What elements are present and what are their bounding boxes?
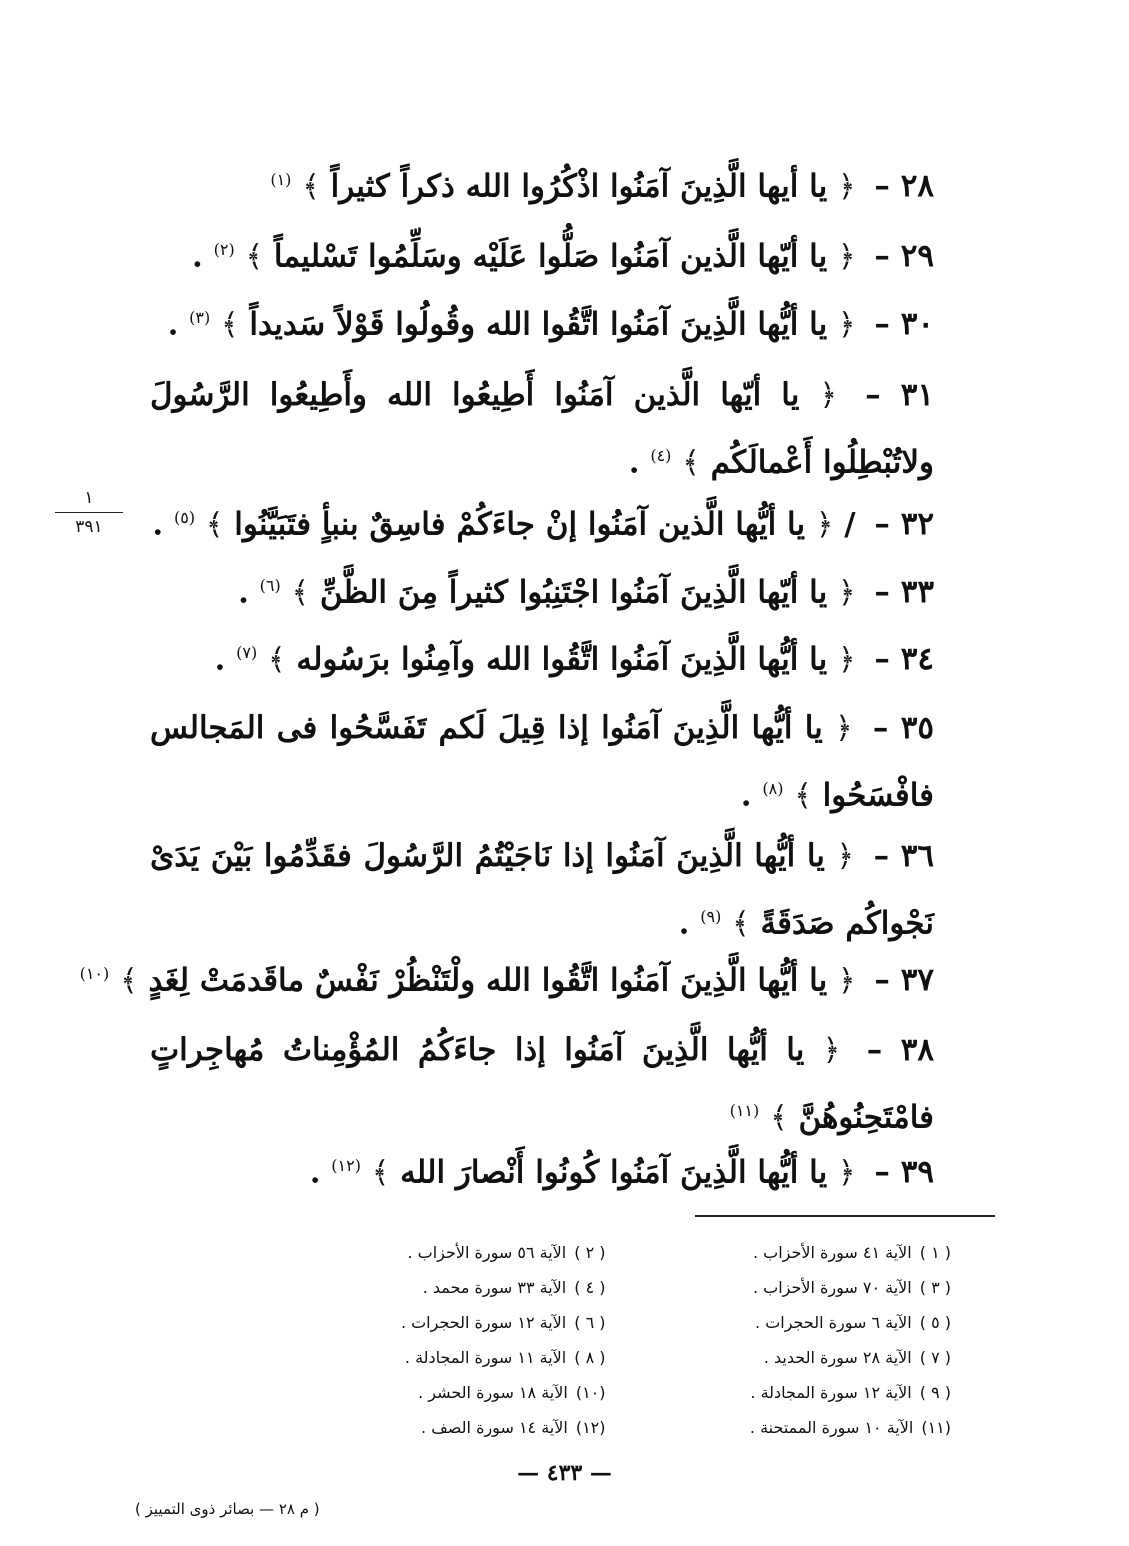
footnote-item bbox=[646, 1348, 952, 1383]
footnote-item bbox=[300, 1418, 606, 1453]
footnote-number: ( ٦ ) bbox=[574, 1313, 606, 1332]
ornate-bracket-open-icon: ﴿ bbox=[838, 963, 856, 999]
footnote-number: (١٠) bbox=[575, 1383, 606, 1402]
ornate-bracket-close-icon: ﴾ bbox=[770, 1100, 788, 1136]
verse-39 bbox=[310, 1146, 934, 1193]
margin-reference-top: ١ bbox=[55, 488, 123, 513]
verse-text: يا أيُّها الَّذِينَ آمَنُوا إذا قِيلَ لَكم تَفَسَّحُوا فى المَجالس فافْسَحُوا bbox=[150, 710, 934, 814]
footnotes bbox=[300, 1243, 951, 1453]
verse-number: ٢٩ – bbox=[874, 238, 934, 275]
verse-37 bbox=[80, 954, 934, 1001]
margin-page-reference bbox=[55, 488, 123, 537]
footnote-ref: (٢) bbox=[213, 240, 235, 259]
footnote-item bbox=[300, 1383, 606, 1418]
footnote-ref: (٧) bbox=[236, 643, 258, 662]
verse-36 bbox=[150, 826, 934, 954]
period-mark: . bbox=[167, 306, 179, 343]
footnote-text: الآية ١٤ سورة الصف . bbox=[421, 1418, 568, 1437]
verse-38 bbox=[150, 1020, 934, 1148]
footnote-ref: (٥) bbox=[173, 508, 196, 527]
period-mark: . bbox=[740, 777, 752, 814]
ornate-bracket-close-icon: ﴾ bbox=[291, 575, 310, 611]
ornate-bracket-close-icon: ﴾ bbox=[205, 507, 224, 543]
footnote-text: الآية ١١ سورة المجادلة . bbox=[404, 1348, 567, 1367]
footnote-text: الآية ٤١ سورة الأحزاب . bbox=[752, 1243, 912, 1262]
verse-number: ٣٤ – bbox=[874, 641, 934, 678]
verse-text: يا أيُّها الَّذين آمَنُوا إنْ جاءَكُمْ فاسِقٌ بنبأٍ فتَبَيَّنُوا bbox=[234, 506, 806, 543]
footnote-number: ( ٣ ) bbox=[919, 1278, 951, 1297]
ornate-bracket-open-icon: ﴿ bbox=[835, 711, 853, 746]
footnote-ref: (٤) bbox=[650, 446, 672, 465]
footnote-ref: (٣) bbox=[189, 308, 211, 327]
period-mark: . bbox=[238, 574, 249, 611]
verse-text: يا أيّها الَّذين آمَنُوا أَطِيعُوا الله وأَطِيعُوا الرَّسُولَ ولاتُبْطِلُوا أَعْمالَكُم bbox=[150, 377, 934, 481]
ornate-bracket-open-icon: ﴿ bbox=[815, 507, 834, 543]
verse-number: ٣٩ – bbox=[874, 1154, 934, 1191]
ornate-bracket-close-icon: ﴾ bbox=[371, 1155, 390, 1191]
footnote-item bbox=[300, 1243, 606, 1278]
verse-33 bbox=[238, 566, 934, 613]
signature-note: ( م ٢٨ — بصائر ذوى التمييز ) bbox=[135, 1500, 320, 1518]
period-mark: . bbox=[309, 1154, 321, 1191]
verse-number: ٣١ – bbox=[865, 377, 934, 413]
verse-text: يا أيُّها الَّذِينَ آمَنُوا اتَّقُوا الله وآمِنُوا برَسُوله bbox=[296, 641, 828, 678]
period-mark: . bbox=[214, 641, 226, 678]
footnote-number: ( ٢ ) bbox=[574, 1243, 606, 1262]
verse-text: يا أيُّها الَّذِينَ آمَنُوا إذا نَاجَيْتُمُ الرَّسُولَ فقَدِّمُوا بَيْنَ يَدَىْ نَجْواكُم صَدَقَةً bbox=[150, 838, 934, 942]
period-mark: . bbox=[192, 238, 203, 275]
ornate-bracket-close-icon: ﴾ bbox=[221, 307, 239, 343]
ornate-bracket-open-icon: ﴿ bbox=[838, 307, 856, 343]
verse-number: ٢٨ – bbox=[874, 168, 934, 205]
footnote-text: الآية ١٨ سورة الحشر . bbox=[418, 1383, 568, 1402]
footnote-ref: (٨) bbox=[762, 779, 784, 798]
verse-31 bbox=[150, 365, 934, 493]
footnote-item bbox=[646, 1243, 952, 1278]
verse-35 bbox=[150, 698, 934, 826]
footnote-item bbox=[300, 1348, 606, 1383]
ornate-bracket-open-icon: ﴿ bbox=[836, 839, 855, 874]
footnote-text: الآية ١٢ سورة المجادلة . bbox=[750, 1383, 912, 1402]
margin-reference-bottom: ٣٩١ bbox=[75, 517, 103, 537]
footnote-item bbox=[646, 1278, 952, 1313]
ornate-bracket-open-icon: ﴿ bbox=[838, 1155, 856, 1191]
period-mark: . bbox=[678, 905, 690, 942]
verse-number: ٣٧ – bbox=[874, 962, 934, 999]
page-number: — ٤٣٣ — bbox=[517, 1460, 612, 1486]
margin-slash: / bbox=[844, 506, 856, 543]
footnote-text: الآية ٧٠ سورة الأحزاب . bbox=[752, 1278, 912, 1297]
verse-text: يا أيُّها الَّذِينَ آمَنُوا كُونُوا أَنْصارَ الله bbox=[400, 1154, 828, 1191]
footnote-text: الآية ٦ سورة الحجرات . bbox=[755, 1313, 912, 1332]
ornate-bracket-open-icon: ﴿ bbox=[838, 575, 856, 611]
ornate-bracket-open-icon: ﴿ bbox=[838, 642, 856, 678]
verse-number: ٣٢ – bbox=[874, 506, 934, 543]
ornate-bracket-open-icon: ﴿ bbox=[822, 1033, 841, 1068]
ornate-bracket-open-icon: ﴿ bbox=[838, 169, 856, 205]
footnote-ref: (١٢) bbox=[331, 1156, 361, 1175]
period-mark: . bbox=[152, 506, 164, 543]
verse-30 bbox=[168, 298, 934, 345]
footnote-ref: (١٠) bbox=[79, 964, 110, 983]
footnote-ref: (٩) bbox=[700, 907, 722, 926]
ornate-bracket-open-icon: ﴿ bbox=[838, 239, 856, 275]
footnote-ref: (٦) bbox=[259, 576, 281, 595]
period-mark: . bbox=[628, 444, 640, 481]
ornate-bracket-open-icon: ﴿ bbox=[819, 378, 838, 413]
ornate-bracket-close-icon: ﴾ bbox=[120, 963, 138, 999]
ornate-bracket-close-icon: ﴾ bbox=[268, 642, 286, 678]
footnote-ref: (١) bbox=[270, 170, 292, 189]
footnote-number: ( ٥ ) bbox=[919, 1313, 951, 1332]
verse-number: ٣٣ – bbox=[874, 574, 934, 611]
verse-28 bbox=[270, 160, 934, 207]
footnote-number: (١١) bbox=[921, 1418, 951, 1437]
verse-number: ٣٨ – bbox=[866, 1032, 934, 1068]
verse-text: يا أيها الَّذِينَ آمَنُوا اذْكُرُوا الله ذكراً كثيراً bbox=[330, 168, 828, 205]
verse-number: ٣٥ – bbox=[872, 710, 935, 746]
footnote-text: الآية ٥٦ سورة الأحزاب . bbox=[407, 1243, 567, 1262]
verse-text: يا أيُّها الَّذِينَ آمَنُوا إذا جاءَكُمُ المُؤْمِناتُ مُهاجِراتٍ فامْتَحِنُوهُنَّ bbox=[150, 1032, 934, 1136]
ornate-bracket-close-icon: ﴾ bbox=[732, 906, 750, 942]
footnote-number: ( ٧ ) bbox=[919, 1348, 951, 1367]
footnote-item bbox=[646, 1313, 952, 1348]
verse-32 bbox=[152, 498, 934, 545]
footnote-number: ( ١ ) bbox=[919, 1243, 951, 1262]
footnote-item bbox=[646, 1418, 952, 1453]
footnote-text: الآية ١٢ سورة الحجرات . bbox=[400, 1313, 567, 1332]
footnote-divider bbox=[695, 1215, 995, 1217]
verse-text: يا أيّها الَّذين آمَنُوا صَلُّوا عَلَيْه وسَلِّمُوا تَسْليماً bbox=[273, 238, 828, 275]
footnote-text: الآية ٣٣ سورة محمد . bbox=[422, 1278, 567, 1297]
footnote-number: ( ٩ ) bbox=[919, 1383, 951, 1402]
ornate-bracket-close-icon: ﴾ bbox=[794, 778, 812, 814]
footnote-text: الآية ١٠ سورة الممتحنة . bbox=[749, 1418, 914, 1437]
ornate-bracket-close-icon: ﴾ bbox=[682, 445, 700, 481]
verse-text: يا أيُّها الَّذِينَ آمَنُوا اتَّقُوا الله ولْتَنْظُرْ نَفْسٌ ماقَدمَتْ لِغَدٍ bbox=[148, 962, 828, 999]
footnote-item bbox=[300, 1313, 606, 1348]
ornate-bracket-close-icon: ﴾ bbox=[302, 169, 320, 205]
footnote-number: (١٢) bbox=[575, 1418, 606, 1437]
verse-34 bbox=[215, 633, 934, 680]
footnote-text: الآية ٢٨ سورة الحديد . bbox=[763, 1348, 912, 1367]
verse-number: ٣٠ – bbox=[874, 306, 934, 343]
footnote-ref: (١١) bbox=[729, 1101, 760, 1120]
verse-number: ٣٦ – bbox=[873, 838, 935, 874]
footnote-number: ( ٨ ) bbox=[574, 1348, 606, 1367]
verse-text: يا أيّها الَّذِينَ آمَنُوا اجْتَنِبُوا كثيراً مِنَ الظَّنِّ bbox=[319, 574, 828, 611]
footnote-item bbox=[646, 1383, 952, 1418]
footnote-item bbox=[300, 1278, 606, 1313]
verse-29 bbox=[192, 230, 934, 277]
verse-text: يا أيُّها الَّذِينَ آمَنُوا اتَّقُوا الله وقُولُوا قَوْلاً سَديداً bbox=[249, 306, 828, 343]
ornate-bracket-close-icon: ﴾ bbox=[245, 239, 264, 275]
footnote-number: ( ٤ ) bbox=[574, 1278, 606, 1297]
